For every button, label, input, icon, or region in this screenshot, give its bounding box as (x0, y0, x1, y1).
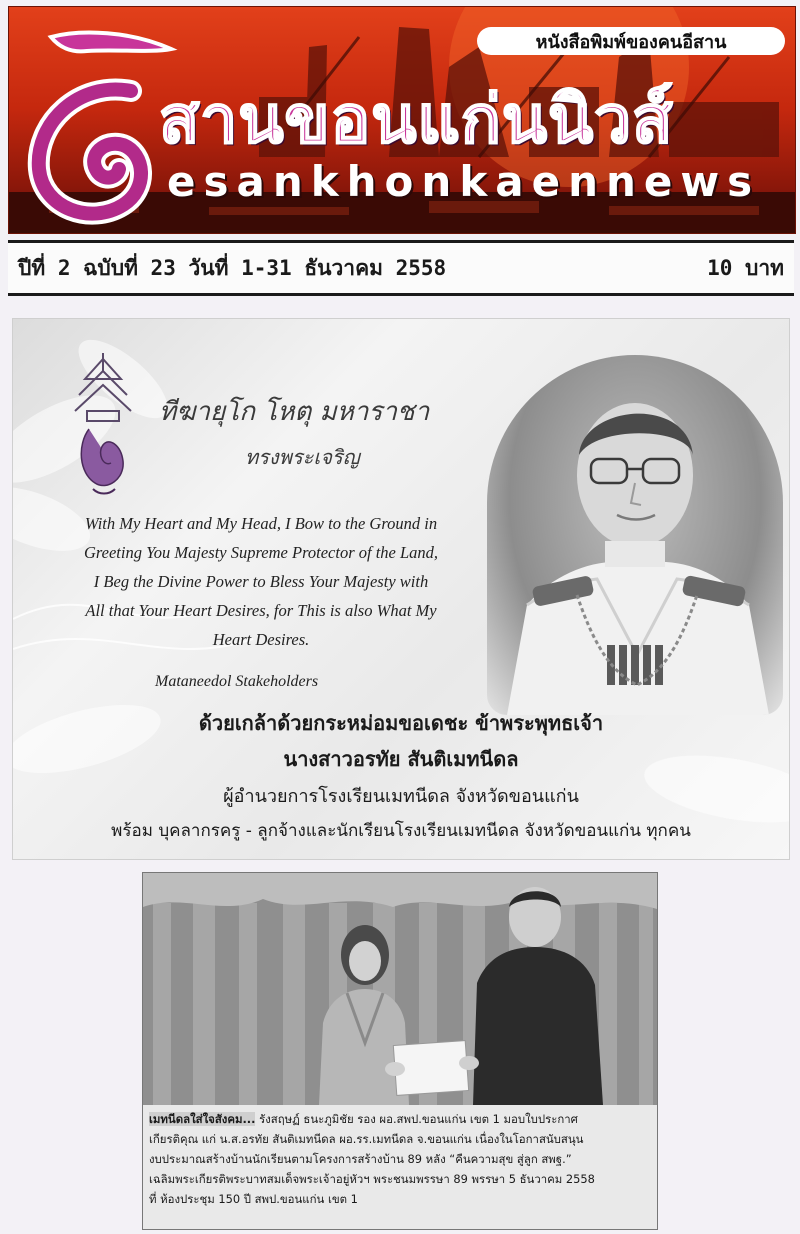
issue-bar (8, 240, 794, 296)
king-portrait-photo (487, 355, 783, 715)
royal-tribute-panel (12, 318, 790, 860)
masthead-title-latin: esankhonkaennews (167, 157, 761, 206)
caption-line: รังสฤษฏ์ ธนะภูมิชัย รอง ผอ.สพป.ขอนแก่น เขต 1 มอบใบประกาศ (259, 1112, 578, 1126)
portrait-figure-icon (487, 355, 783, 715)
english-line: I Beg the Divine Power to Bless Your Majesty with (93, 572, 429, 591)
caption-line: ที่ ห้องประชุม 150 ปี สพป.ขอนแก่น เขต 1 (149, 1192, 358, 1206)
royal-emblem-icon (73, 349, 133, 499)
issue-info: ปีที่ 2 ฉบับที่ 23 วันที่ 1-31 ธันวาคม 2558 (18, 255, 447, 280)
issue-price: 10 บาท (707, 255, 784, 280)
royal-blessing-sub: ทรงพระเจริญ (245, 445, 360, 469)
tribute-thai-line-4: พร้อม บุคลากรครู - ลูกจ้างและนักเรียนโรงเรียนเมทนีดล จังหวัดขอนแก่น ทุกคน (111, 821, 691, 841)
english-line: Greeting You Majesty Supreme Protector of the Land, (83, 543, 439, 562)
english-line: All that Your Heart Desires, for This is also What My (85, 601, 437, 620)
masthead (8, 6, 796, 234)
caption-line: เฉลิมพระเกียรติพระบาทสมเด็จพระเจ้าอยู่หัวฯ พระชนมพรรษา 89 พรรษา 5 ธันวาคม 2558 (149, 1172, 595, 1186)
tribute-thai-line-1: ด้วยเกล้าด้วยกระหม่อมขอเดชะ ข้าพระพุทธเจ้า (198, 711, 604, 735)
english-line: With My Heart and My Head, I Bow to the Ground in (84, 514, 438, 533)
news-caption (143, 1105, 657, 1229)
tribute-thai-line-2: นางสาวอรทัย สันติเมทนีดล (283, 747, 519, 771)
caption-lead: เมทนีดลใส่ใจสังคม... (149, 1112, 256, 1126)
masthead-title-thai: สานขอนแก่นนิวส์ (159, 81, 674, 158)
tribute-thai-line-3: ผู้อำนวยการโรงเรียนเมทนีดล จังหวัดขอนแก่น (223, 786, 579, 807)
masthead-tagline: หนังสือพิมพ์ของคนอีสาน (477, 27, 785, 55)
caption-line: เกียรติคุณ แก่ น.ส.อรทัย สันติเมทนีดล ผอ.รร.เมทนีดล จ.ขอนแก่น เนื่องในโอกาสนับสนุน (149, 1132, 584, 1146)
stakeholders-signature: Mataneedol Stakeholders (155, 673, 319, 690)
award-ceremony-photo (143, 873, 657, 1105)
english-line: Heart Desires. (212, 630, 310, 649)
royal-blessing-phrase: ทีฆายุโก โหตุ มหาราชา (159, 397, 430, 427)
news-photo-block (142, 872, 658, 1230)
caption-line: งบประมาณสร้างบ้านนักเรียนตามโครงการสร้างบ้าน 89 หลัง “คืนความสุข สู่ลูก สพฐ.” (149, 1152, 572, 1166)
english-tribute-text (35, 509, 487, 654)
